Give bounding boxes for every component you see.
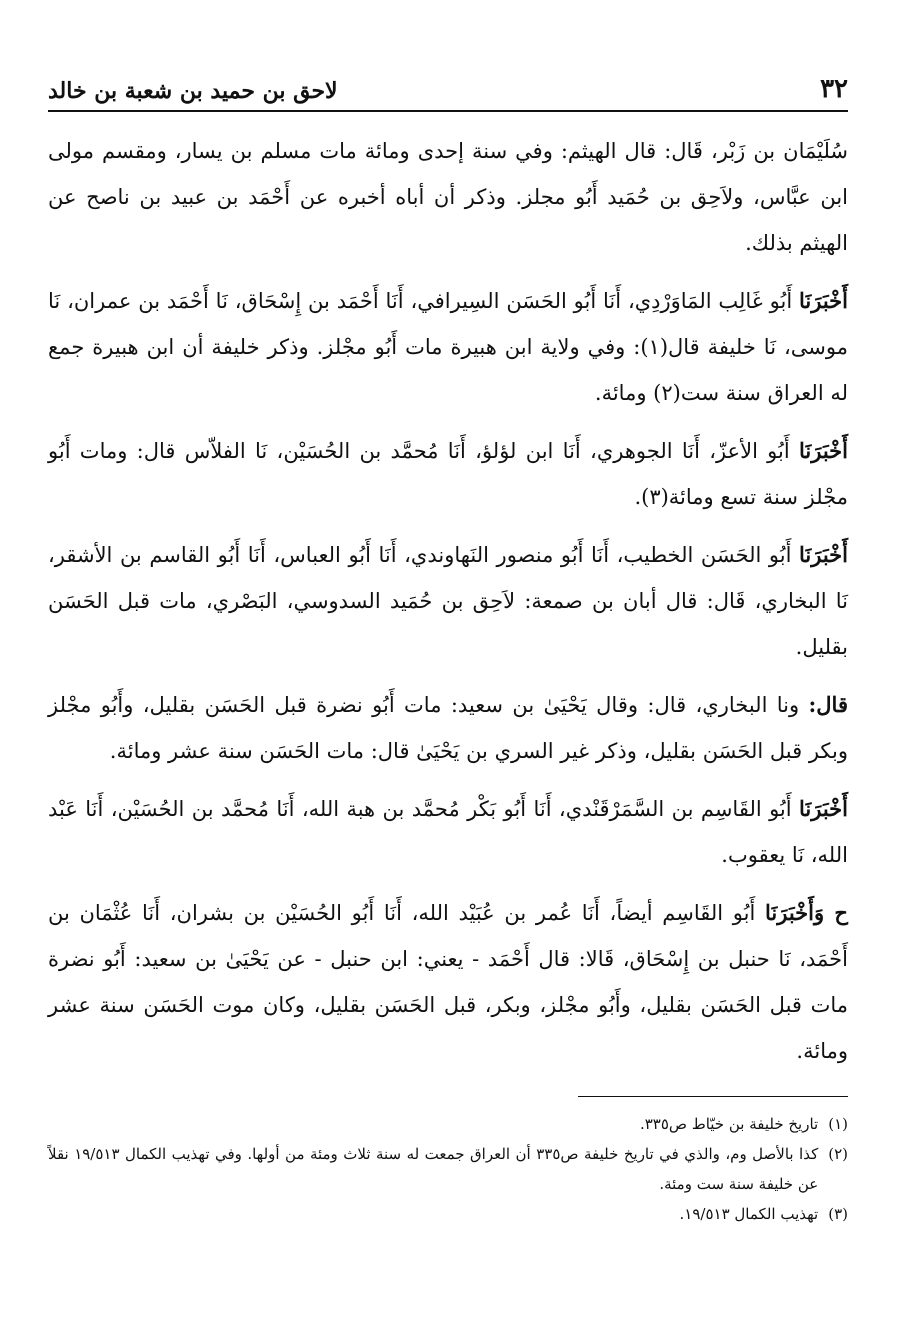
paragraph-text: أَبُو الأعزّ، أَنَا الجوهري، أَنَا ابن لؤلؤ، أَنَا مُحمَّد بن الحُسَيْن، نَا الفلاّس قال: ومات أَبُو مجْلز سنة تسع ومائة(٣). xyxy=(48,439,848,509)
footnotes xyxy=(48,1109,848,1229)
footnote-mark: (١) xyxy=(828,1115,848,1133)
paragraph-lead: أَخْبَرَنَا xyxy=(799,288,848,313)
paragraph-text: أَبُو القَاسِم أيضاً، أَنَا عُمر بن عُبَيْد الله، أَنَا أَبُو الحُسَيْن بن بشران، أَنَا عُثْمَان بن أَحْمَد، نَا حنبل بن إِسْحَاق، قَالا: قال أَحْمَد - يعني: ابن حنبل - عن يَحْيَىٰ بن سعيد: أَبُو نضرة مات قبل الحَسَن بقليل، وأَبُو مجْلز، وبكر، قبل الحَسَن بقليل، وكان موت الحَسَن سنة عشر ومائة. xyxy=(48,901,848,1063)
footnote-separator xyxy=(578,1096,848,1097)
paragraph-lead: أَخْبَرَنَا xyxy=(799,542,848,567)
paragraph xyxy=(48,278,848,416)
page-number: ٣٢ xyxy=(820,74,848,104)
paragraph-text: ونا البخاري، قال: وقال يَحْيَىٰ بن سعيد: مات أَبُو نضرة قبل الحَسَن بقليل، وأَبُو مجْلز وبكر قبل الحَسَن بقليل، وذكر غير السري بن يَحْيَىٰ قال: مات الحَسَن سنة عشر ومائة. xyxy=(48,693,848,763)
paragraph-text: أَبُو القَاسِم بن السَّمَرْقَنْدي، أَنَا أَبُو بَكْر مُحمَّد بن هبة الله، أَنَا مُحمَّد بن الحُسَيْن، أَنَا عَبْد الله، نَا يعقوب. xyxy=(48,797,848,867)
page-header xyxy=(48,62,848,104)
footnote xyxy=(48,1139,848,1199)
paragraph-text: سُلَيْمَان بن زَبْر، قَال: قال الهيثم: وفي سنة إحدى ومائة مات مسلم بن يسار، ومقسم مولى ابن عبَّاس، ولاَحِق بن حُمَيد أَبُو مجلز. وذكر أن أباه أخبره عن أَحْمَد بن عبيد بن ناصح عن الهيثم بذلك. xyxy=(48,139,848,255)
header-rule xyxy=(48,110,848,112)
paragraph xyxy=(48,890,848,1074)
paragraph xyxy=(48,532,848,670)
footnote-mark: (٣) xyxy=(828,1205,848,1223)
paragraph-lead: أَخْبَرَنَا xyxy=(799,438,848,463)
book-page xyxy=(48,62,848,1229)
paragraph xyxy=(48,128,848,266)
footnote xyxy=(48,1199,848,1229)
paragraph-text: أَبُو الحَسَن الخطيب، أَنَا أَبُو منصور النَهاوندي، أَنَا أَبُو العباس، أَنَا أَبُو القاسم بن الأشقر، نَا البخاري، قَال: قال أبان بن صمعة: لاَحِق بن حُمَيد السدوسي، البَصْري، مات قبل الحَسَن بقليل. xyxy=(48,543,848,659)
paragraph xyxy=(48,428,848,520)
paragraph xyxy=(48,682,848,774)
paragraph-lead: أَخْبَرَنَا xyxy=(799,796,848,821)
paragraph-lead: قال: xyxy=(808,692,848,717)
footnote-text: كذا بالأصل وم، والذي في تاريخ خليفة ص٣٣٥ أن العراق جمعت له سنة ثلاث ومئة من أولها. وفي تهذيب الكمال ١٩/٥١٣ نقلاً عن خليفة سنة ست ومئة. xyxy=(48,1145,819,1193)
footnote-text: تاريخ خليفة بن خيّاط ص٣٣٥. xyxy=(639,1115,819,1133)
running-title: لاحق بن حميد بن شعبة بن خالد xyxy=(48,78,338,104)
footnote-mark: (٢) xyxy=(828,1145,848,1163)
paragraph-lead: ح وَأَخْبَرَنَا xyxy=(765,900,848,925)
paragraph xyxy=(48,786,848,878)
footnote-text: تهذيب الكمال ١٩/٥١٣. xyxy=(679,1205,819,1223)
main-text xyxy=(48,128,848,1074)
paragraph-text: أَبُو غَالِب المَاوَرْدِي، أَنَا أَبُو الحَسَن السِيرافي، أَنَا أَحْمَد بن إِسْحَاق، نَا أَحْمَد بن عمران، نَا موسى، نَا خليفة قال(١): وفي ولاية ابن هبيرة مات أَبُو مجْلز. وذكر خليفة أن ابن هبيرة جمع له العراق سنة ست(٢) ومائة. xyxy=(48,289,848,405)
footnote xyxy=(48,1109,848,1139)
